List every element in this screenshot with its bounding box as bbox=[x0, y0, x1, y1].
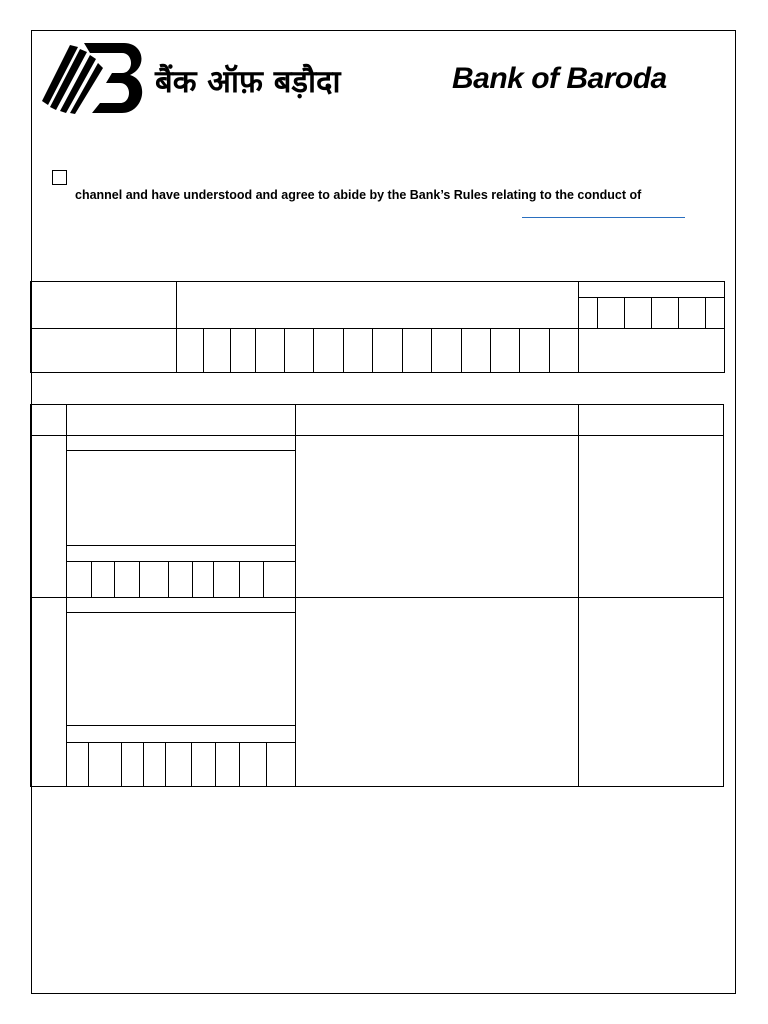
signature-link-underline bbox=[522, 217, 685, 218]
declaration-text: channel and have understood and agree to abide by the Bank’s Rules relating to the conduct of bbox=[75, 188, 642, 202]
form-page-frame bbox=[31, 30, 736, 994]
bank-of-baroda-logo-icon bbox=[40, 41, 150, 115]
bank-name-hindi: बैंक ऑफ़ बड़ौदा bbox=[155, 64, 341, 100]
bank-name-english: Bank of Baroda bbox=[452, 62, 667, 95]
agree-checkbox[interactable] bbox=[52, 170, 67, 185]
